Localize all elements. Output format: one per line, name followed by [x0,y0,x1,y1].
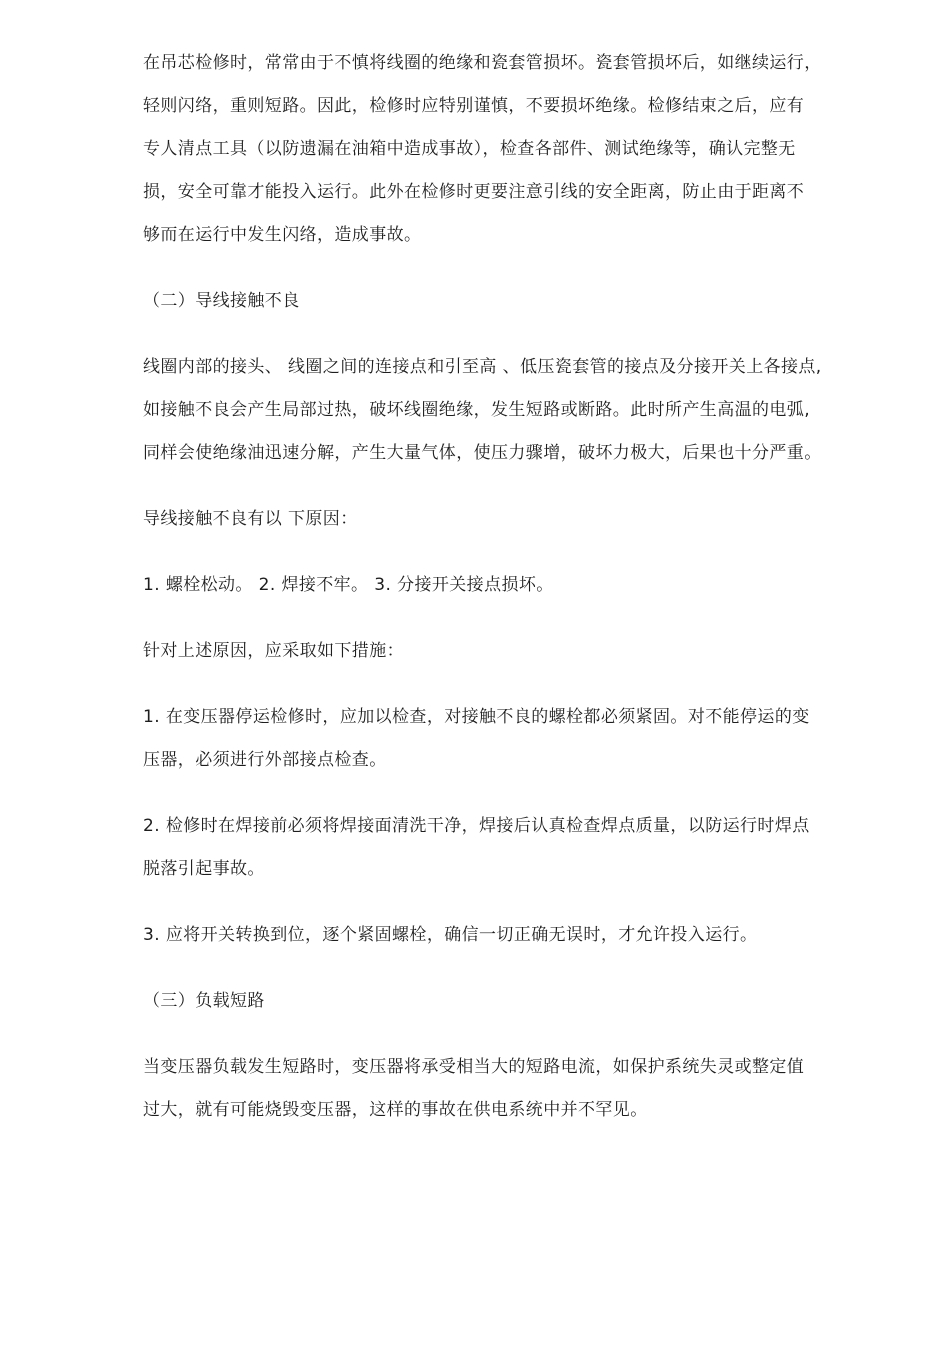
text-line: 线圈内部的接头、 线圈之间的连接点和引至高 、低压瓷套管的接点及分接开关上各接点, [143,357,822,377]
section-heading-poor-contact: （二）导线接触不良 [143,291,300,311]
paragraph-measure-1 [143,707,863,770]
paragraph-load-short-circuit [143,1057,863,1120]
text-line: 脱落引起事故。 [143,859,265,879]
text-line: 专人清点工具（以防遗漏在油箱中造成事故），检查各部件、测试绝缘等，确认完整无 [143,139,796,159]
text-line: 2. 检修时在焊接前必须将焊接面清洗干净，焊接后认真检查焊点质量，以防运行时焊点 [143,816,810,836]
text-line: 损，安全可靠才能投入运行。此外在检修时更要注意引线的安全距离，防止由于距离不 [143,182,805,202]
text-line: 同样会使绝缘油迅速分解，产生大量气体，使压力骤增，破坏力极大，后果也十分严重。 [143,443,822,463]
paragraph-inspection-care [143,53,863,245]
paragraph-causes-list: 1. 螺栓松动。 2. 焊接不牢。 3. 分接开关接点损坏。 [143,575,554,595]
text-line: 够而在运行中发生闪络，造成事故。 [143,225,422,245]
text-line: 1. 在变压器停运检修时，应加以检查，对接触不良的螺栓都必须紧固。对不能停运的变 [143,707,810,727]
text-line: 轻则闪络，重则短路。因此，检修时应特别谨慎，不要损坏绝缘。检修结束之后，应有 [143,96,805,116]
document-page [143,53,863,1120]
text-line: 在吊芯检修时，常常由于不慎将线圈的绝缘和瓷套管损坏。瓷套管损坏后，如继续运行， [143,53,822,73]
text-line: 压器，必须进行外部接点检查。 [143,750,387,770]
paragraph-causes-intro: 导线接触不良有以 下原因： [143,509,358,529]
text-line: 当变压器负载发生短路时，变压器将承受相当大的短路电流，如保护系统失灵或整定值 [143,1057,805,1077]
paragraph-measure-3: 3. 应将开关转换到位，逐个紧固螺栓，确信一切正确无误时，才允许投入运行。 [143,925,758,945]
text-line: 过大，就有可能烧毁变压器，这样的事故在供电系统中并不罕见。 [143,1100,648,1120]
paragraph-measures-intro: 针对上述原因，应采取如下措施： [143,641,404,661]
section-heading-load-short-circuit: （三）负载短路 [143,991,265,1011]
text-line: 如接触不良会产生局部过热，破坏线圈绝缘，发生短路或断路。此时所产生高温的电弧, [143,400,811,420]
paragraph-measure-2 [143,816,863,879]
paragraph-poor-contact-effects [143,357,863,463]
